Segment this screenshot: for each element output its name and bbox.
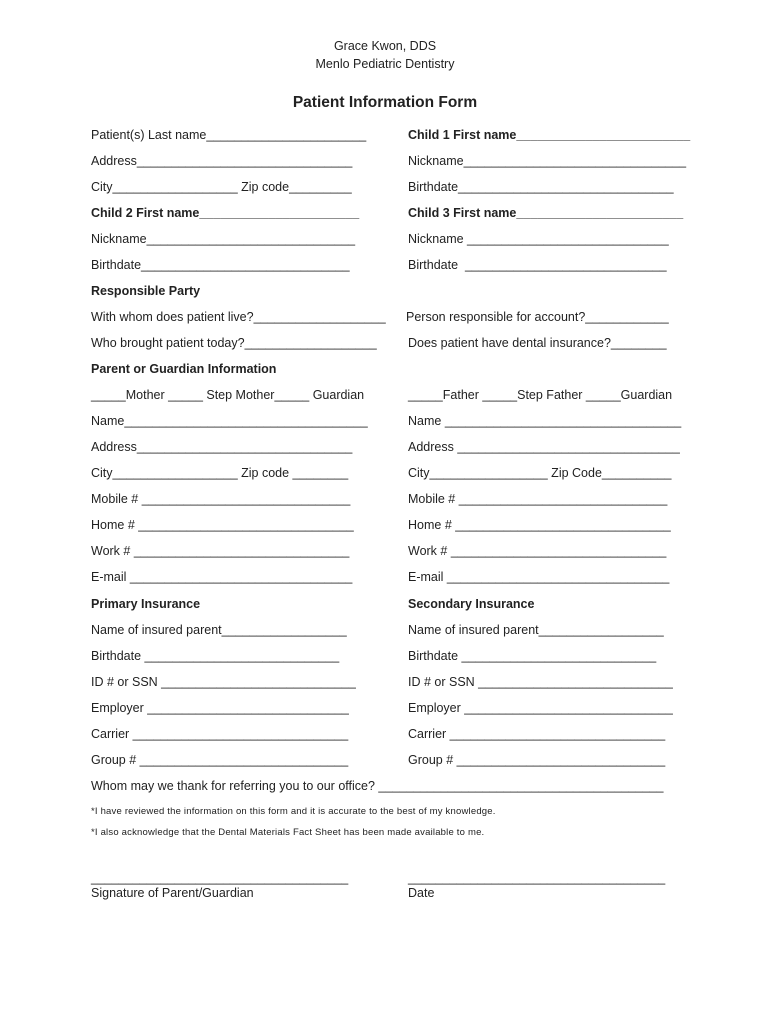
guardian1-name-field[interactable]: Name___________________________________ xyxy=(91,414,368,428)
primary-insured-parent-field[interactable]: Name of insured parent__________________ xyxy=(91,623,347,637)
secondary-birthdate-field[interactable]: Birthdate ____________________________ xyxy=(408,649,657,663)
child3-birthdate-field[interactable]: Birthdate _____________________________ xyxy=(408,258,667,272)
guardian1-work-field[interactable]: Work # _______________________________ xyxy=(91,544,350,558)
patient-last-name-field[interactable]: Patient(s) Last name_______________________ xyxy=(91,128,367,142)
guardian1-email-field[interactable]: E-mail ________________________________ xyxy=(91,570,353,584)
secondary-employer-field[interactable]: Employer ______________________________ xyxy=(408,701,673,715)
child3-nickname-field[interactable]: Nickname _____________________________ xyxy=(408,232,669,246)
secondary-insured-parent-field[interactable]: Name of insured parent__________________ xyxy=(408,623,664,637)
address-field[interactable]: Address_______________________________ xyxy=(91,154,353,168)
guardian2-city-zip-field[interactable]: City_________________ Zip Code__________ xyxy=(408,466,672,480)
guardian2-work-field[interactable]: Work # _______________________________ xyxy=(408,544,667,558)
secondary-id-ssn-field[interactable]: ID # or SSN ____________________________ xyxy=(408,675,673,689)
secondary-group-field[interactable]: Group # ______________________________ xyxy=(408,753,666,767)
guardian-info-heading: Parent or Guardian Information xyxy=(91,362,277,376)
guardian1-home-field[interactable]: Home # _______________________________ xyxy=(91,518,354,532)
responsible-party-heading: Responsible Party xyxy=(91,284,201,298)
practice-name: Menlo Pediatric Dentistry xyxy=(315,57,455,71)
guardian1-city-zip-field[interactable]: City__________________ Zip code ________ xyxy=(91,466,349,480)
doctor-name: Grace Kwon, DDS xyxy=(333,39,437,53)
child2-nickname-field[interactable]: Nickname______________________________ xyxy=(91,232,356,246)
whom-live-field[interactable]: With whom does patient live?___________________ xyxy=(91,310,386,324)
guardian2-home-field[interactable]: Home # _______________________________ xyxy=(408,518,671,532)
dental-insurance-field[interactable]: Does patient have dental insurance?________ xyxy=(408,336,667,350)
guardian1-address-field[interactable]: Address_______________________________ xyxy=(91,440,353,454)
guardian2-name-field[interactable]: Name __________________________________ xyxy=(408,414,682,428)
primary-id-ssn-field[interactable]: ID # or SSN ____________________________ xyxy=(91,675,356,689)
primary-carrier-field[interactable]: Carrier _______________________________ xyxy=(91,727,349,741)
child1-nickname-field[interactable]: Nickname________________________________ xyxy=(408,154,687,168)
page-title: Patient Information Form xyxy=(292,94,478,111)
primary-group-field[interactable]: Group # ______________________________ xyxy=(91,753,349,767)
acknowledgement-accuracy: *I have reviewed the information on this form and it is accurate to the best of my knowledge. xyxy=(91,806,496,817)
secondary-insurance-heading: Secondary Insurance xyxy=(408,597,535,611)
child3-first-name-field[interactable]: Child 3 First name________________________ xyxy=(408,206,684,220)
secondary-carrier-field[interactable]: Carrier _______________________________ xyxy=(408,727,666,741)
child1-birthdate-field[interactable]: Birthdate_______________________________ xyxy=(408,180,674,194)
date-label: Date xyxy=(408,886,435,900)
signature-line[interactable]: _____________________________________ xyxy=(91,871,349,885)
mother-relationship-options[interactable]: _____Mother _____ Step Mother_____ Guardian xyxy=(91,388,365,402)
father-relationship-options[interactable]: _____Father _____Step Father _____Guardian xyxy=(408,388,673,402)
referral-field[interactable]: Whom may we thank for referring you to our office? _________________________________________ xyxy=(91,779,664,793)
guardian2-email-field[interactable]: E-mail ________________________________ xyxy=(408,570,670,584)
primary-birthdate-field[interactable]: Birthdate ____________________________ xyxy=(91,649,340,663)
guardian2-mobile-field[interactable]: Mobile # ______________________________ xyxy=(408,492,668,506)
date-line[interactable]: _____________________________________ xyxy=(408,871,666,885)
guardian1-mobile-field[interactable]: Mobile # ______________________________ xyxy=(91,492,351,506)
child2-birthdate-field[interactable]: Birthdate______________________________ xyxy=(91,258,350,272)
child1-first-name-field[interactable]: Child 1 First name_________________________ xyxy=(408,128,691,142)
signature-label: Signature of Parent/Guardian xyxy=(91,886,254,900)
person-responsible-field[interactable]: Person responsible for account?____________ xyxy=(406,310,669,324)
city-zip-field[interactable]: City__________________ Zip code_________ xyxy=(91,180,352,194)
child2-first-name-field[interactable]: Child 2 First name_______________________ xyxy=(91,206,360,220)
acknowledgement-fact-sheet: *I also acknowledge that the Dental Materials Fact Sheet has been made available to me. xyxy=(91,827,485,838)
primary-insurance-heading: Primary Insurance xyxy=(91,597,201,611)
who-brought-field[interactable]: Who brought patient today?___________________ xyxy=(91,336,377,350)
primary-employer-field[interactable]: Employer _____________________________ xyxy=(91,701,349,715)
guardian2-address-field[interactable]: Address ________________________________ xyxy=(408,440,680,454)
